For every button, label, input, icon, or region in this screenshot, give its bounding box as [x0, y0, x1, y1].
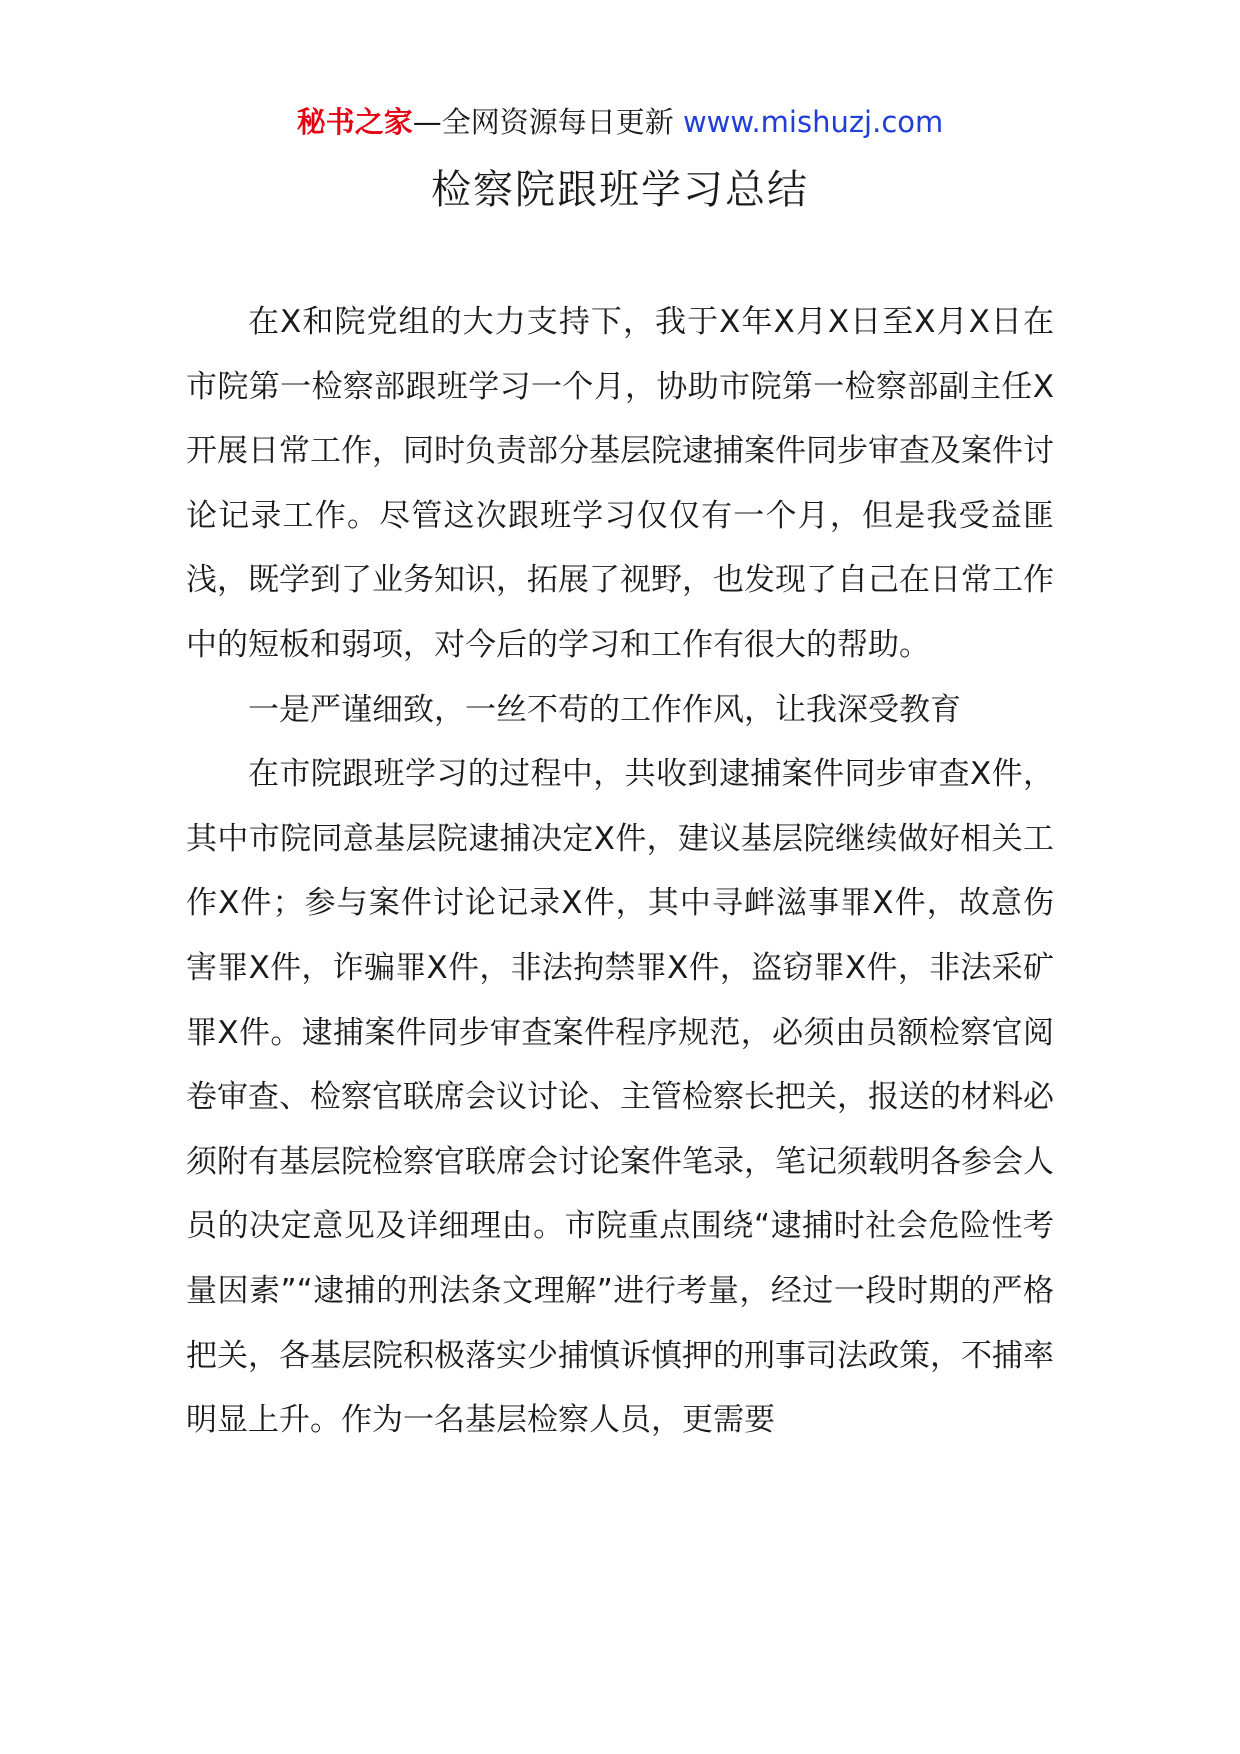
site-tagline: —全网资源每日更新: [412, 105, 683, 139]
document-body: [186, 290, 1054, 1453]
brand-name: 秘书之家: [296, 105, 413, 139]
site-url-link[interactable]: www.mishuzj.com: [682, 105, 944, 139]
document-title: 检察院跟班学习总结: [431, 167, 809, 213]
site-header: [0, 102, 1240, 142]
paragraph-intro: 在X和院党组的大力支持下，我于X年X月X日至X月X日在市院第一检察部跟班学习一个月，协助市院第一检察部副主任X开展日常工作，同时负责部分基层院逮捕案件同步审查及案件讨论记录工作。尽管这次跟班学习仅仅有一个月，但是我受益匪浅，既学到了业务知识，拓展了视野，也发现了自己在日常工作中的短板和弱项，对今后的学习和工作有很大的帮助。: [186, 304, 1054, 663]
paragraph-section-1: 在市院跟班学习的过程中，共收到逮捕案件同步审查X件，其中市院同意基层院逮捕决定X件，建议基层院继续做好相关工作X件；参与案件讨论记录X件，其中寻衅滋事罪X件，故意伤害罪X件，诈骗罪X件，非法拘禁罪X件，盗窃罪X件，非法采矿罪X件。逮捕案件同步审查案件程序规范，必须由员额检察官阅卷审查、检察官联席会议讨论、主管检察长把关，报送的材料必须附有基层院检察官联席会讨论案件笔录，笔记须载明各参会人员的决定意见及详细理由。市院重点围绕“逮捕时社会危险性考量因素”“逮捕的刑法条文理解”进行考量，经过一段时期的严格把关，各基层院积极落实少捕慎诉慎押的刑事司法政策，不捕率明显上升。作为一名基层检察人员，更需要: [186, 756, 1054, 1439]
section-heading-1: 一是严谨细致，一丝不苟的工作作风，让我深受教育: [248, 691, 961, 728]
